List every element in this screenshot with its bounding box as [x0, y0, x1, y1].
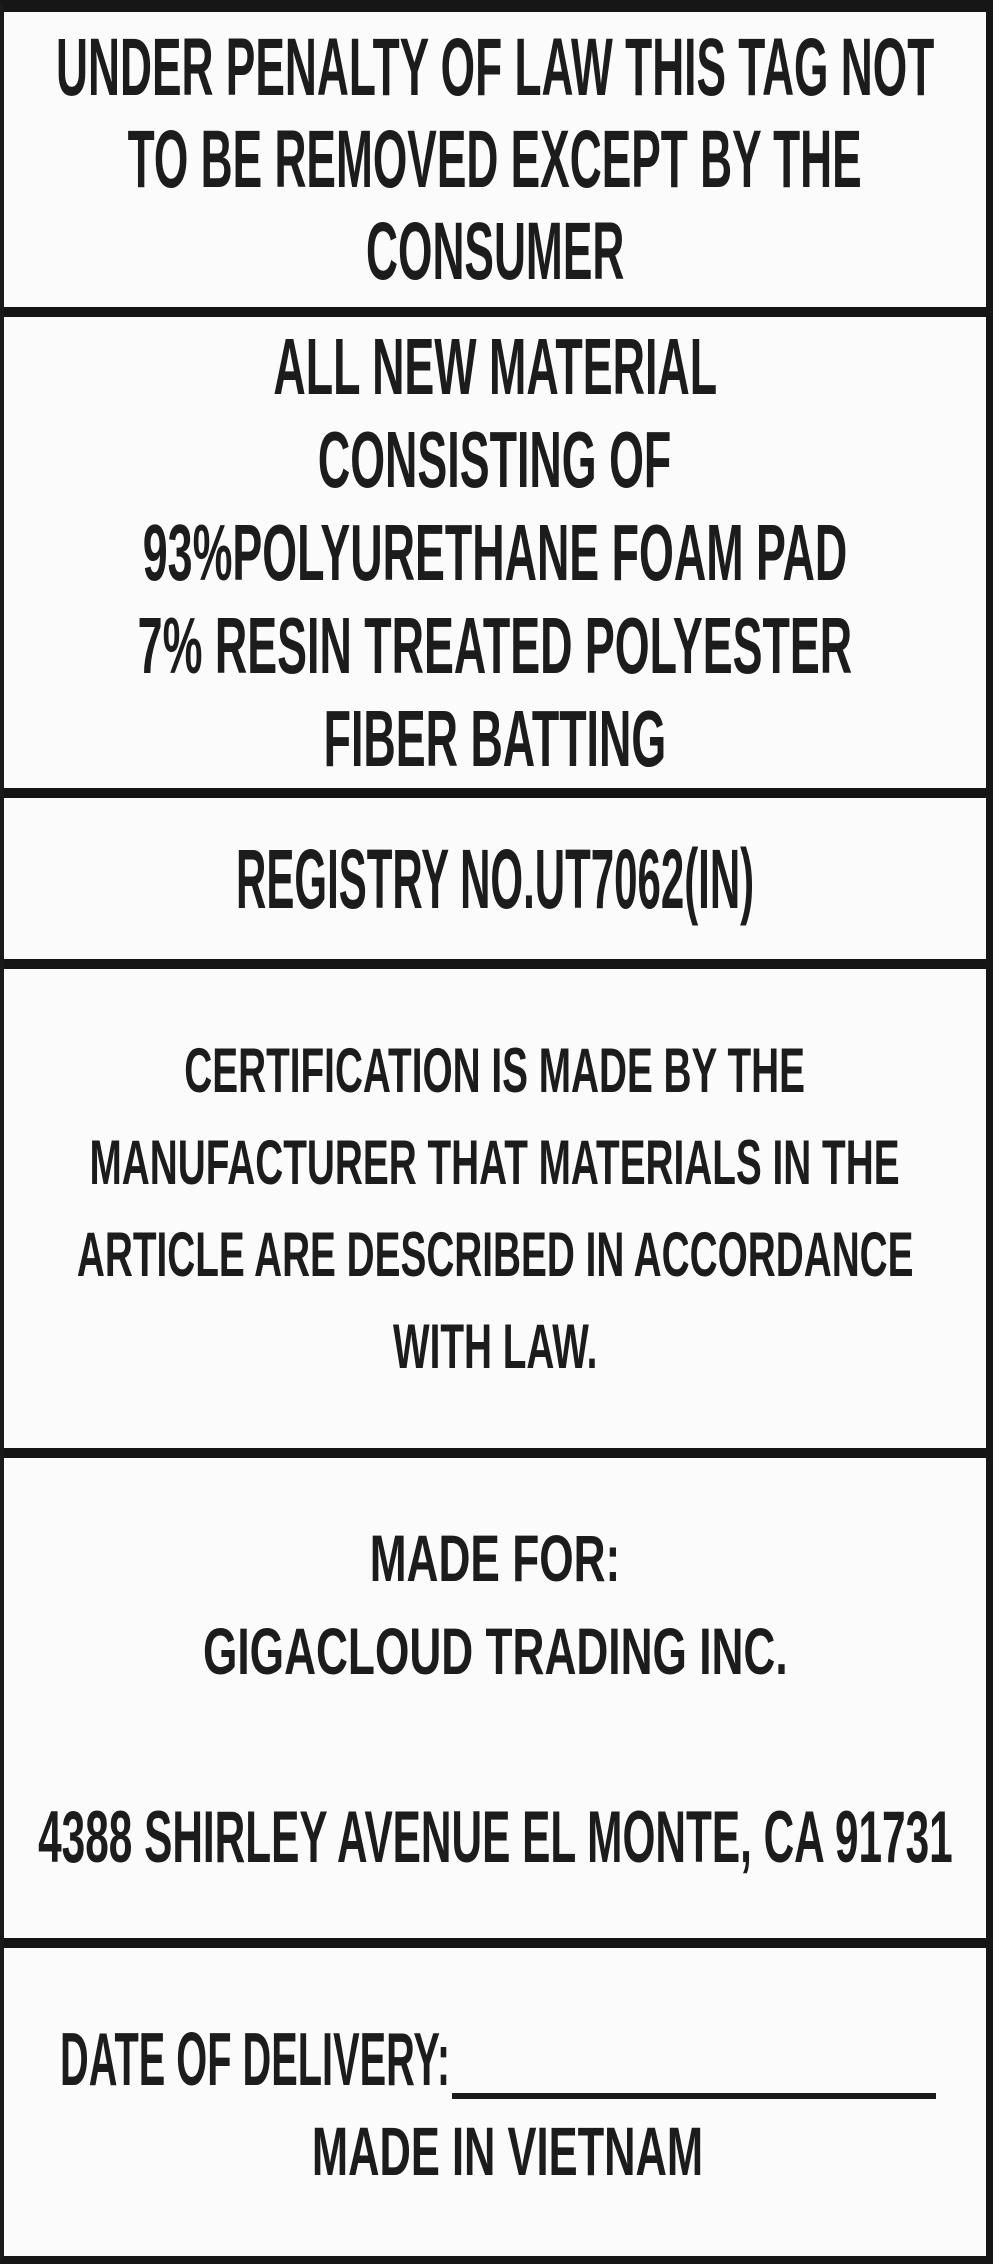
penalty-header-line-3: CONSUMER [365, 205, 625, 297]
penalty-header-line-2: TO BE REMOVED EXCEPT BY THE [127, 113, 863, 205]
materials-line-5: FIBER BATTING [323, 694, 667, 783]
materials-line-1: ALL NEW MATERIAL [273, 322, 717, 411]
registry-number: REGISTRY NO.UT7062(IN) [235, 831, 755, 926]
section-made-for [4, 1458, 986, 1948]
penalty-header-line-1: UNDER PENALTY OF LAW THIS TAG NOT [55, 21, 935, 113]
certification-line-2: MANUFACTURER THAT MATERIALS IN THE [90, 1127, 901, 1198]
materials-line-2: CONSISTING OF [318, 415, 672, 504]
section-delivery [4, 1948, 986, 2256]
certification-line-1: CERTIFICATION IS MADE BY THE [184, 1035, 806, 1106]
materials-line-4: 7% RESIN TREATED POLYESTER [137, 601, 853, 690]
made-for-heading: MADE FOR: [369, 1521, 621, 1595]
section-penalty-header [4, 12, 986, 317]
made-for-company: GIGACLOUD TRADING INC. [202, 1614, 788, 1688]
date-of-delivery-label: DATE OF DELIVERY: [60, 2017, 451, 2101]
section-certification [4, 969, 986, 1458]
made-in-vietnam-text: MADE IN VIETNAM [311, 2113, 703, 2190]
section-registry [4, 798, 986, 969]
date-of-delivery-blank-line [452, 2093, 936, 2099]
made-for-address: 4388 SHIRLEY AVENUE EL MONTE, CA 91731 [37, 1797, 953, 1878]
section-materials [4, 317, 986, 798]
certification-line-4: WITH LAW. [392, 1311, 598, 1382]
origin-row [16, 2113, 993, 2190]
materials-line-3: 93%POLYURETHANE FOAM PAD [142, 508, 848, 597]
certification-line-3: ARTICLE ARE DESCRIBED IN ACCORDANCE [76, 1219, 914, 1290]
